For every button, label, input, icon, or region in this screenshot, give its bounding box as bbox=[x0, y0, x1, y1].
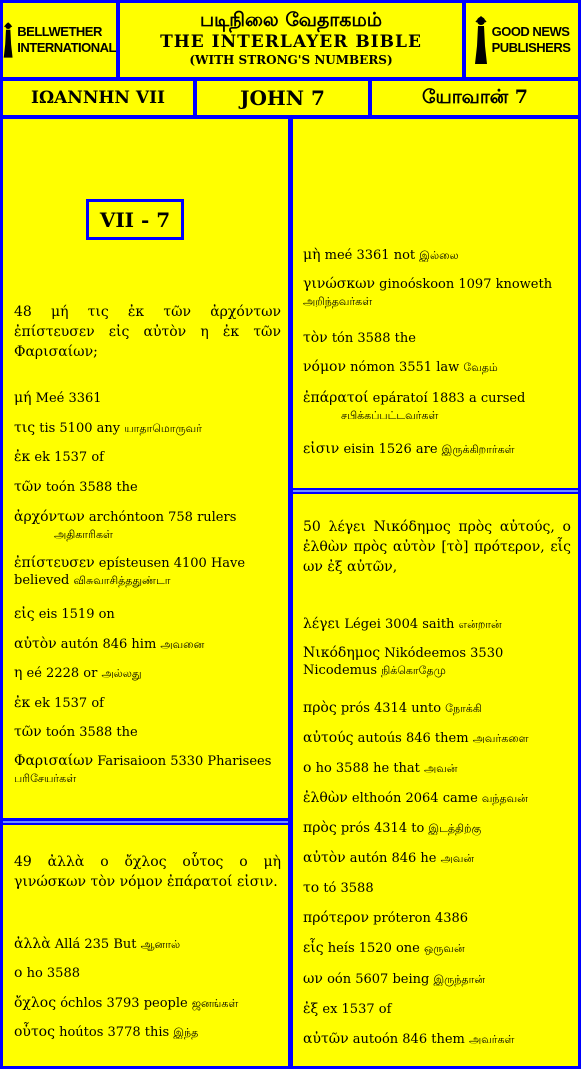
word-row bbox=[303, 730, 571, 747]
band-tamil bbox=[372, 81, 578, 115]
translit: eis 1519 on bbox=[38, 607, 115, 622]
word-row bbox=[14, 390, 281, 407]
greek-word: Φαρισαίων bbox=[14, 753, 94, 769]
word-row bbox=[14, 695, 281, 712]
verse-50-panel bbox=[293, 494, 578, 1066]
greek-word: νόμον bbox=[303, 359, 346, 375]
greek-word: γινώσκων bbox=[303, 276, 376, 292]
greek-word: ἐπάρατοί bbox=[303, 390, 369, 406]
greek-word: ἐπίστευσεν bbox=[14, 555, 95, 571]
word-row bbox=[14, 606, 281, 623]
word-row bbox=[14, 479, 281, 496]
translit: ek 1537 of bbox=[34, 450, 104, 465]
band-tamil-text: யோவான் 7 bbox=[421, 85, 529, 108]
tamil-gloss: அவனை bbox=[160, 638, 205, 651]
panel-divider-line bbox=[3, 821, 288, 823]
word-row bbox=[303, 330, 571, 347]
word-row bbox=[303, 616, 571, 633]
translit: hoútos 3778 this bbox=[59, 1025, 170, 1040]
word-row bbox=[14, 449, 281, 466]
translit: Farisaioon 5330 Pharisees bbox=[97, 754, 272, 769]
word-row bbox=[303, 247, 571, 264]
tamil-gloss: வந்தவன் bbox=[481, 792, 528, 805]
band-english bbox=[197, 81, 368, 115]
greek-word: τῶν bbox=[14, 479, 42, 495]
word-row bbox=[303, 971, 571, 988]
verse-50-greek: 50 λέγει Νικόδημος πρὸς αὐτούς, ο ἐλθὼν πρὸς αὐτὸν [τὸ] πρότερον, εἷς ων ἐξ αὐτῶν, bbox=[303, 519, 571, 575]
chapter-label-box bbox=[86, 199, 184, 240]
tamil-gloss: அறிந்தவர்கள் bbox=[303, 295, 373, 308]
translit: óchlos 3793 people bbox=[60, 996, 188, 1011]
greek-word: ἐκ bbox=[14, 695, 31, 711]
chapter-label: VII - 7 bbox=[99, 207, 171, 232]
greek-word: λέγει bbox=[303, 616, 341, 632]
translit: prós 4314 to bbox=[340, 821, 425, 836]
tamil-gloss: அவர்கள் bbox=[469, 1033, 515, 1046]
translit: ex 1537 of bbox=[322, 1002, 392, 1017]
bellwether-line1: BELLWETHER bbox=[17, 24, 102, 39]
tamil-gloss: ஆனால் bbox=[140, 938, 181, 951]
translit: autón 846 him bbox=[60, 637, 157, 652]
greek-word: εἰσιν bbox=[303, 441, 340, 457]
greek-word: αὐτὸν bbox=[303, 850, 346, 866]
translit: ek 1537 of bbox=[34, 696, 104, 711]
tamil-gloss: நிக்கொதேமு bbox=[381, 664, 446, 677]
tamil-gloss: வேதம் bbox=[463, 361, 498, 374]
translit: autoón 846 them bbox=[352, 1032, 465, 1047]
verse-49-panel bbox=[3, 825, 288, 1066]
greek-word: ἐλθὼν bbox=[303, 790, 348, 806]
word-row bbox=[303, 700, 571, 717]
tamil-gloss: யாதாமொருவர் bbox=[124, 422, 202, 435]
goodnews-logo bbox=[466, 3, 578, 77]
tamil-gloss: இல்லை bbox=[419, 249, 459, 262]
greek-word: Νικόδημος bbox=[303, 645, 381, 661]
tamil-gloss: அவன் bbox=[424, 762, 458, 775]
tamil-gloss: பரிசேயர்கள் bbox=[14, 772, 77, 785]
greek-word: ο bbox=[14, 965, 23, 981]
greek-word: τῶν bbox=[14, 724, 42, 740]
word-row bbox=[14, 420, 281, 437]
tamil-gloss: இந்த bbox=[173, 1026, 199, 1039]
word-row bbox=[303, 910, 571, 927]
translit: meé 3361 not bbox=[324, 248, 416, 263]
greek-word: πρὸς bbox=[303, 700, 337, 716]
translit: archóntoon 758 rulers bbox=[88, 510, 237, 525]
page-header-title bbox=[120, 3, 462, 77]
greek-word: ὄχλος bbox=[14, 995, 57, 1011]
verse-48-greek: 48 μή τις ἐκ τῶν ἀρχόντων ἐπίστευσεν εἰς αὐτὸν η ἐκ τῶν Φαρισαίων; bbox=[14, 304, 281, 360]
tamil-gloss: விசுவாசித்ததுண்டா bbox=[73, 574, 171, 587]
bellwether-line2: INTERNATIONAL bbox=[17, 40, 116, 55]
greek-word: μή bbox=[14, 390, 32, 406]
tamil-gloss: அவன் bbox=[440, 852, 475, 865]
word-row bbox=[303, 760, 571, 777]
word-row bbox=[14, 636, 281, 653]
tamil-gloss: ஜனங்கள் bbox=[191, 997, 239, 1010]
word-row bbox=[303, 1001, 571, 1018]
title-english: THE INTERLAYER BIBLE bbox=[160, 32, 422, 52]
translit: eé 2228 or bbox=[26, 666, 98, 681]
tamil-gloss: அல்லது bbox=[101, 667, 142, 680]
greek-word: τὸν bbox=[303, 330, 328, 346]
translit: ho 3588 bbox=[26, 966, 80, 981]
translit: oón 5607 being bbox=[327, 972, 430, 987]
translit: ho 3588 he that bbox=[315, 761, 420, 776]
greek-word: μὴ bbox=[303, 247, 321, 263]
translit: Meé 3361 bbox=[35, 391, 102, 406]
greek-word: εἷς bbox=[303, 940, 324, 956]
band-greek bbox=[3, 81, 193, 115]
translit: prós 4314 unto bbox=[340, 701, 442, 716]
greek-word: εἰς bbox=[14, 606, 35, 622]
translit: toón 3588 the bbox=[45, 480, 138, 495]
greek-word: αὐτῶν bbox=[303, 1031, 349, 1047]
greek-word: το bbox=[303, 880, 320, 896]
bellwether-figure-icon bbox=[3, 16, 13, 64]
word-row bbox=[14, 555, 281, 589]
word-row bbox=[303, 1031, 571, 1048]
word-row bbox=[303, 645, 571, 679]
title-subtitle: (WITH STRONG'S NUMBERS) bbox=[189, 53, 393, 67]
word-row bbox=[303, 276, 571, 310]
word-row bbox=[14, 509, 281, 543]
greek-word: οὗτος bbox=[14, 1024, 55, 1040]
translit: heís 1520 one bbox=[327, 941, 420, 956]
greek-word: ἐξ bbox=[303, 1001, 319, 1017]
greek-word: ο bbox=[303, 760, 312, 776]
tamil-gloss: இருக்கிறார்கள் bbox=[441, 443, 515, 456]
translit: autón 846 he bbox=[349, 851, 437, 866]
verse-48-panel bbox=[3, 119, 288, 818]
word-row bbox=[14, 995, 281, 1012]
word-row bbox=[303, 390, 571, 424]
band-english-text: JOHN 7 bbox=[240, 86, 325, 110]
translit: próteron 4386 bbox=[373, 911, 469, 926]
tamil-gloss: என்றான் bbox=[458, 618, 502, 631]
greek-word: πρὸς bbox=[303, 820, 337, 836]
translit: eisin 1526 are bbox=[343, 442, 438, 457]
word-row bbox=[303, 790, 571, 807]
goodnews-line1: GOOD NEWS bbox=[491, 24, 570, 39]
goodnews-line2: PUBLISHERS bbox=[491, 40, 571, 55]
word-row bbox=[14, 936, 281, 953]
tamil-gloss: இருந்தான் bbox=[433, 973, 485, 986]
tamil-gloss: நோக்கி bbox=[445, 702, 482, 715]
word-row bbox=[303, 359, 571, 376]
translit: tó 3588 bbox=[323, 881, 374, 896]
greek-word: τις bbox=[14, 420, 36, 436]
translit: Légei 3004 saith bbox=[344, 617, 455, 632]
tamil-gloss: அதிகாரிகள் bbox=[54, 528, 113, 541]
word-row bbox=[303, 441, 571, 458]
tamil-gloss: இடத்திற்கு bbox=[428, 822, 482, 835]
greek-word: ἀρχόντων bbox=[14, 509, 85, 525]
translit: ginoóskoon 1097 knoweth bbox=[379, 277, 553, 292]
tamil-gloss: அவர்களை bbox=[472, 732, 529, 745]
translit: Nikódeemos 3530 Nicodemus bbox=[303, 646, 504, 678]
translit: autoús 846 them bbox=[357, 731, 469, 746]
word-row bbox=[14, 665, 281, 682]
greek-word: πρότερον bbox=[303, 910, 370, 926]
translit: Allá 235 But bbox=[54, 937, 137, 952]
greek-word: ων bbox=[303, 971, 323, 987]
band-greek-text: ΙΩΑΝΝΗΝ VII bbox=[31, 88, 165, 108]
greek-word: αὐτούς bbox=[303, 730, 354, 746]
word-row bbox=[303, 880, 571, 897]
goodnews-figure-icon bbox=[474, 16, 488, 64]
verse-49-greek: 49 ἀλλὰ ο ὄχλος οὗτος ο μὴ γινώσκων τὸν νόμον ἐπάρατοί εἰσιν. bbox=[14, 854, 281, 890]
word-row bbox=[303, 850, 571, 867]
word-row bbox=[303, 940, 571, 957]
translit: toón 3588 the bbox=[45, 725, 138, 740]
title-tamil: படிநிலை வேதாகமம் bbox=[199, 9, 383, 31]
tamil-gloss: ஒருவன் bbox=[424, 942, 465, 955]
word-row bbox=[14, 724, 281, 741]
verse-49-continued-panel bbox=[293, 119, 578, 488]
greek-word: ἀλλὰ bbox=[14, 936, 51, 952]
translit: epáratoí 1883 a cursed bbox=[372, 391, 526, 406]
panel-divider-line bbox=[293, 490, 578, 492]
word-row bbox=[303, 820, 571, 837]
translit: nómon 3551 law bbox=[350, 360, 460, 375]
translit: elthoón 2064 came bbox=[351, 791, 478, 806]
greek-word: ἐκ bbox=[14, 449, 31, 465]
word-row bbox=[14, 1024, 281, 1041]
word-row bbox=[14, 965, 281, 982]
translit: tis 5100 any bbox=[39, 421, 121, 436]
greek-word: η bbox=[14, 665, 23, 681]
translit: tón 3588 the bbox=[331, 331, 416, 346]
translit: epísteusen 4100 Have believed bbox=[14, 556, 246, 588]
word-row bbox=[14, 753, 281, 787]
bellwether-logo bbox=[3, 3, 116, 77]
greek-word: αὐτὸν bbox=[14, 636, 57, 652]
tamil-gloss: சபிக்கப்பட்டவர்கள் bbox=[341, 409, 439, 422]
